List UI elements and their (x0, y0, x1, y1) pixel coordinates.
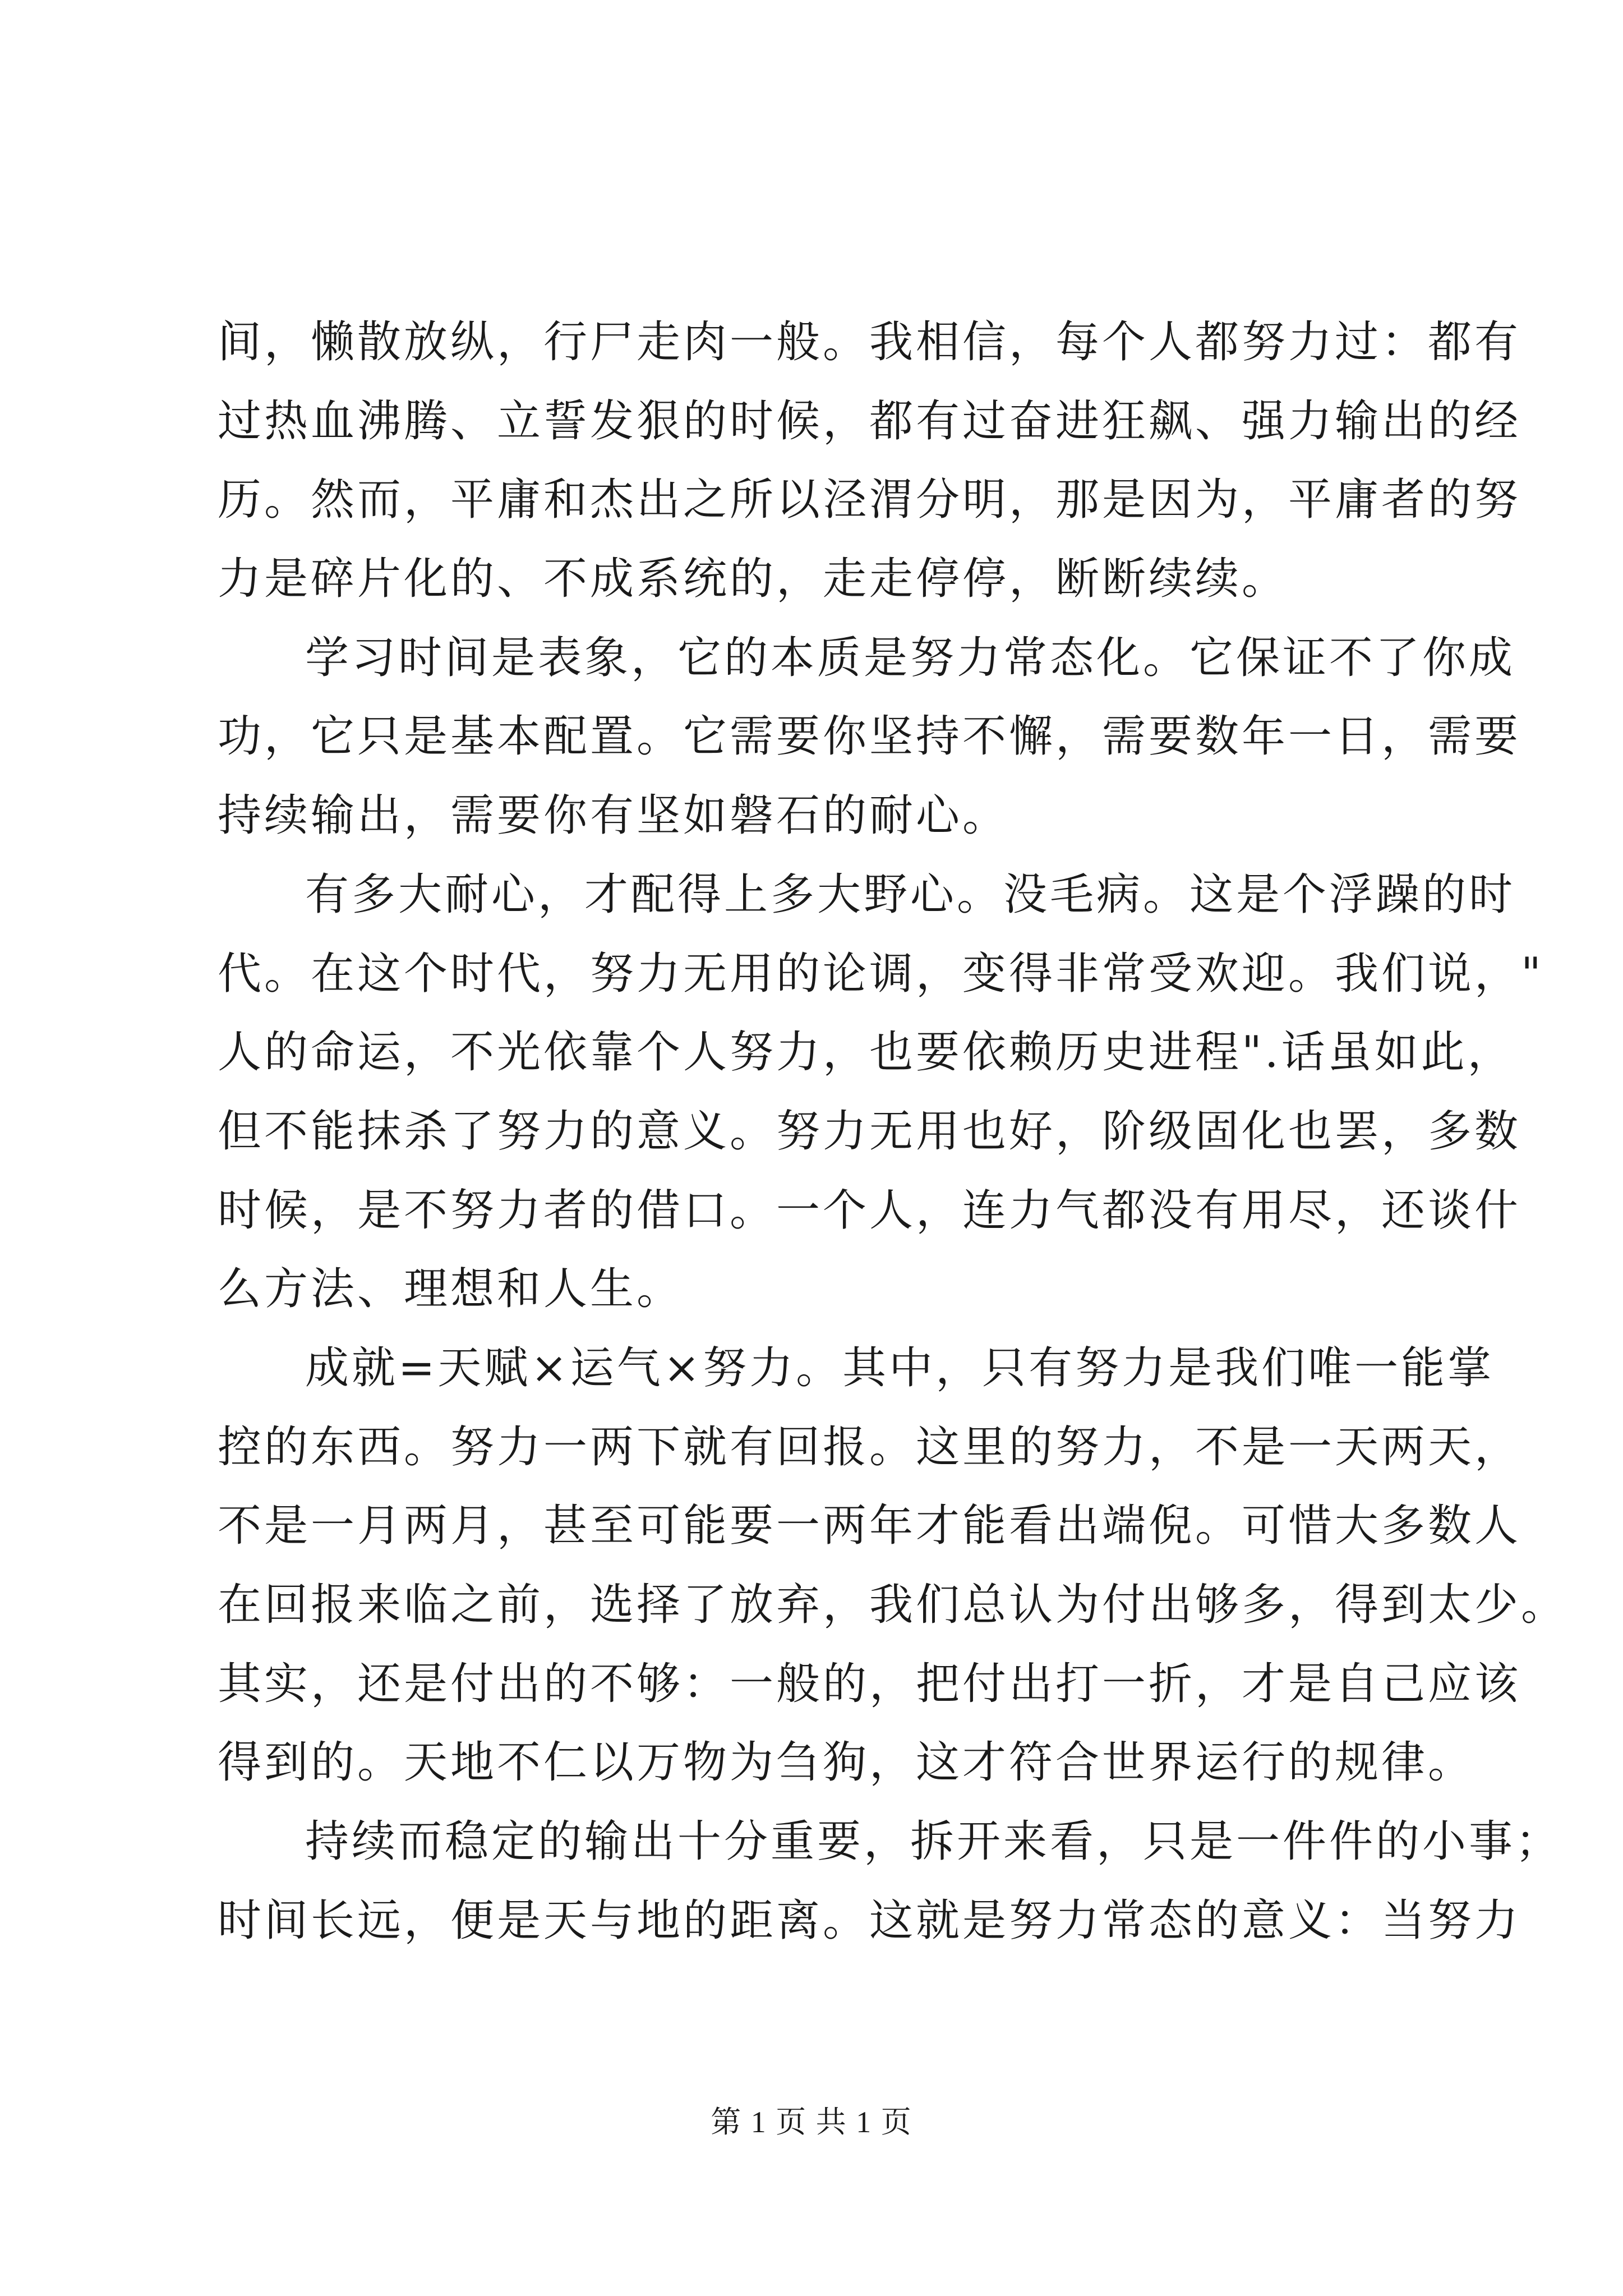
text-line: 但不能抹杀了努力的意义。努力无用也好，阶级固化也罢，多数 (218, 1106, 1521, 1157)
text-line: 持续输出，需要你有坚如磐石的耐心。 (218, 790, 1009, 841)
document-body (218, 303, 1568, 1960)
text-line: 代。在这个时代，努力无用的论调，变得非常受欢迎。我们说，" (218, 948, 1544, 999)
paragraph-first-line: 持续而稳定的输出十分重要，拆开来看，只是一件件的小事； (305, 1816, 1562, 1867)
text-line: 得到的。天地不仁以万物为刍狗，这才符合世界运行的规律。 (218, 1737, 1475, 1788)
page-footer (0, 2098, 1623, 2141)
paragraph-first-line: 成就=天赋×运气×努力。其中，只有努力是我们唯一能掌 (305, 1342, 1495, 1393)
paragraph-first-line: 有多大耐心，才配得上多大野心。没毛病。这是个浮躁的时 (305, 869, 1516, 920)
text-line: 间，懒散放纵，行尸走肉一般。我相信，每个人都努力过：都有 (218, 317, 1521, 367)
text-line: 功，它只是基本配置。它需要你坚持不懈，需要数年一日，需要 (218, 711, 1521, 762)
text-line: 控的东西。努力一两下就有回报。这里的努力，不是一天两天， (218, 1421, 1521, 1473)
text-line: 过热血沸腾、立誓发狠的时候，都有过奋进狂飙、强力输出的经 (218, 395, 1521, 447)
text-line: 其实，还是付出的不够：一般的，把付出打一折，才是自己应该 (218, 1658, 1521, 1709)
text-line: 不是一月两月，甚至可能要一两年才能看出端倪。可惜大多数人 (218, 1501, 1521, 1552)
text-line: 时间长远，便是天与地的距离。这就是努力常态的意义：当努力 (218, 1895, 1521, 1946)
text-line: 么方法、理想和人生。 (218, 1264, 684, 1315)
text-line: 在回报来临之前，选择了放弃，我们总认为付出够多，得到太少。 (218, 1580, 1568, 1630)
text-line: 时候，是不努力者的借口。一个人，连力气都没有用尽，还谈什 (218, 1185, 1521, 1236)
page-number-label: 第 1 页 共 1 页 (711, 2105, 912, 2139)
paragraph-first-line: 学习时间是表象，它的本质是努力常态化。它保证不了你成 (305, 632, 1516, 683)
text-line: 人的命运，不光依靠个人努力，也要依赖历史进程".话虽如此， (218, 1027, 1514, 1078)
text-line: 历。然而，平庸和杰出之所以泾渭分明，那是因为，平庸者的努 (218, 475, 1521, 526)
text-line: 力是碎片化的、不成系统的，走走停停，断断续续。 (218, 554, 1289, 605)
